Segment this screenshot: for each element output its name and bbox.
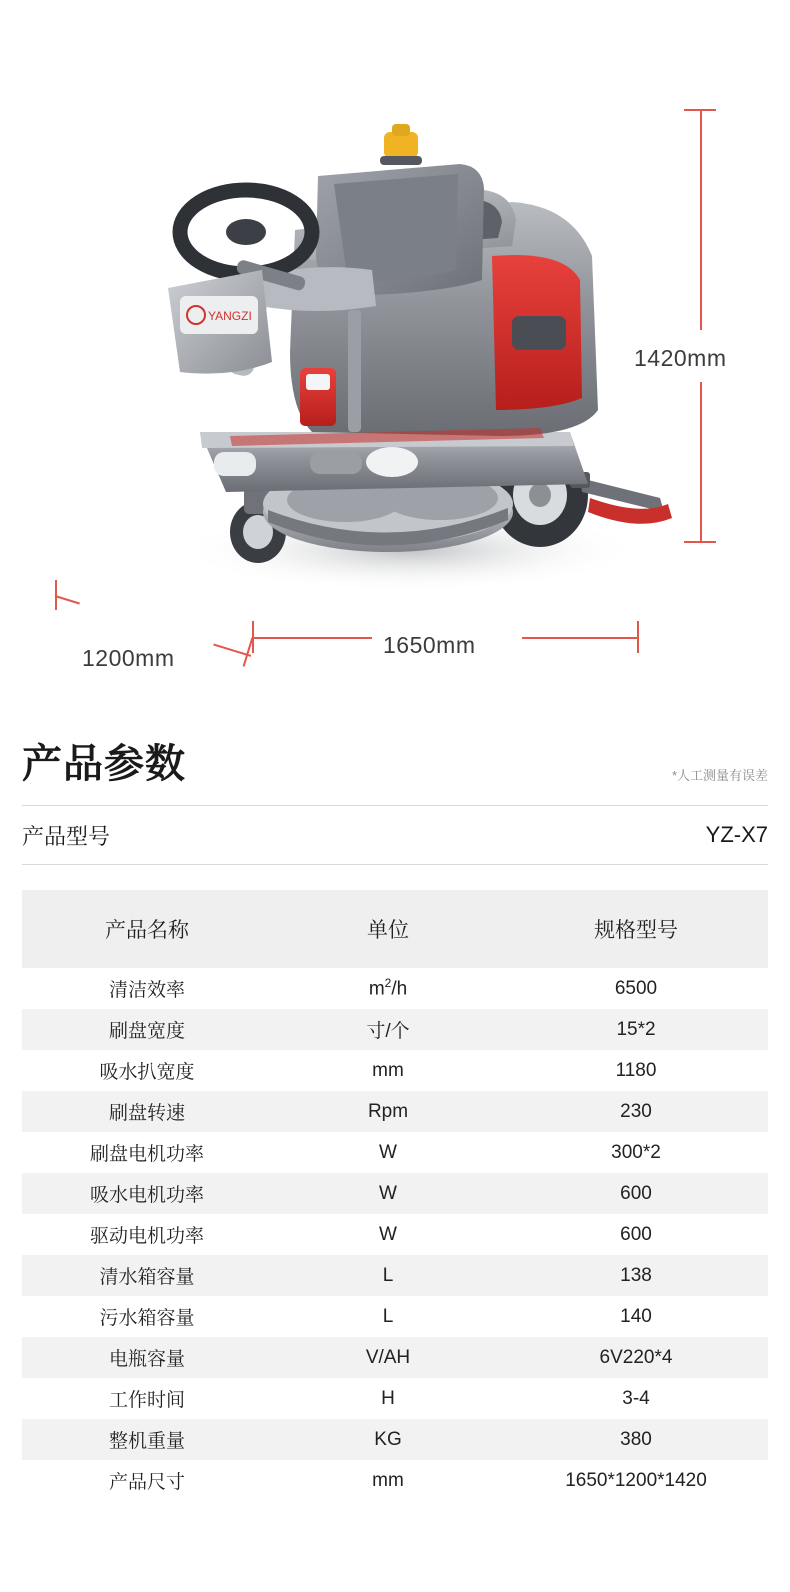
control-console <box>168 270 272 374</box>
spec-value-cell: 600 <box>504 1173 768 1214</box>
page-title: 产品参数 <box>22 742 186 786</box>
spec-name-cell: 驱动电机功率 <box>22 1214 272 1255</box>
spec-unit-cell: L <box>272 1255 504 1296</box>
spec-unit-cell: W <box>272 1173 504 1214</box>
headlight-left <box>214 452 256 476</box>
ride-on-scrubber-illustration <box>140 80 680 620</box>
spec-value-cell: 1180 <box>504 1050 768 1091</box>
table-row <box>22 1460 768 1501</box>
spec-name-cell: 刷盘宽度 <box>22 1009 272 1050</box>
spec-name-cell: 清洁效率 <box>22 968 272 1009</box>
table-row <box>22 1214 768 1255</box>
spec-name-cell: 工作时间 <box>22 1378 272 1419</box>
spec-unit-cell: mm <box>272 1460 504 1501</box>
brand-text: YANGZI <box>208 309 252 323</box>
spec-name-cell: 产品尺寸 <box>22 1460 272 1501</box>
height-dim-cap-bottom <box>684 541 716 543</box>
headlight-right <box>366 447 418 477</box>
table-row <box>22 1419 768 1460</box>
table-row <box>22 1050 768 1091</box>
table-row <box>22 1296 768 1337</box>
spec-unit-cell: W <box>272 1214 504 1255</box>
model-value: YZ-X7 <box>705 822 768 847</box>
table-header-cell: 规格型号 <box>504 890 768 968</box>
table-row <box>22 1337 768 1378</box>
product-hero <box>0 0 790 712</box>
spec-value-cell: 230 <box>504 1091 768 1132</box>
table-header-cell: 产品名称 <box>22 890 272 968</box>
spec-name-cell: 刷盘转速 <box>22 1091 272 1132</box>
table-header-cell: 单位 <box>272 890 504 968</box>
spec-name-cell: 电瓶容量 <box>22 1337 272 1378</box>
spec-unit-cell: KG <box>272 1419 504 1460</box>
table-row <box>22 1173 768 1214</box>
divider-bottom <box>22 864 768 865</box>
spec-value-cell: 15*2 <box>504 1009 768 1050</box>
spec-unit-cell: L <box>272 1296 504 1337</box>
width-dimension-label: 1650mm <box>383 632 476 658</box>
height-dimension-label: 1420mm <box>634 345 727 371</box>
table-row <box>22 1255 768 1296</box>
spec-name-cell: 吸水电机功率 <box>22 1173 272 1214</box>
table-row <box>22 968 768 1009</box>
spec-section <box>0 712 790 1493</box>
table-row <box>22 1132 768 1173</box>
spec-name-cell: 污水箱容量 <box>22 1296 272 1337</box>
spec-value-cell: 6V220*4 <box>504 1337 768 1378</box>
spec-unit-cell: mm <box>272 1050 504 1091</box>
spec-unit-cell: H <box>272 1378 504 1419</box>
spec-value-cell: 600 <box>504 1214 768 1255</box>
spec-header <box>0 712 790 849</box>
table-row <box>22 1378 768 1419</box>
spec-unit-cell: V/AH <box>272 1337 504 1378</box>
product-image <box>140 80 680 620</box>
spec-value-cell: 3-4 <box>504 1378 768 1419</box>
spec-name-cell: 整机重量 <box>22 1419 272 1460</box>
table-row <box>22 1009 768 1050</box>
spec-unit-cell: 寸/个 <box>272 1009 504 1050</box>
spec-value-cell: 140 <box>504 1296 768 1337</box>
measurement-note: *人工测量有误差 <box>671 768 768 783</box>
spec-unit-cell: $m^2/h$ <box>272 968 504 1009</box>
width-dim-cap-right <box>637 621 639 653</box>
spec-name-cell: 吸水扒宽度 <box>22 1050 272 1091</box>
table-header-row <box>22 890 768 968</box>
depth-dim-cap-left <box>55 580 57 610</box>
spec-value-cell: 380 <box>504 1419 768 1460</box>
spec-value-cell: 138 <box>504 1255 768 1296</box>
spec-value-cell: 1650*1200*1420 <box>504 1460 768 1501</box>
depth-dimension-label: 1200mm <box>82 645 175 671</box>
spec-value-cell: 300*2 <box>504 1132 768 1173</box>
spec-unit-cell: Rpm <box>272 1091 504 1132</box>
beacon-light <box>380 124 422 165</box>
model-row <box>22 812 768 858</box>
divider-top <box>22 805 768 806</box>
spec-value-cell: 6500 <box>504 968 768 1009</box>
spec-name-cell: 清水箱容量 <box>22 1255 272 1296</box>
spec-table <box>22 890 768 1501</box>
spec-unit-cell: W <box>272 1132 504 1173</box>
model-label: 产品型号 <box>22 823 111 849</box>
height-dim-cap-top <box>684 109 716 111</box>
height-dim-line <box>700 110 702 542</box>
table-row <box>22 1091 768 1132</box>
spec-name-cell: 刷盘电机功率 <box>22 1132 272 1173</box>
